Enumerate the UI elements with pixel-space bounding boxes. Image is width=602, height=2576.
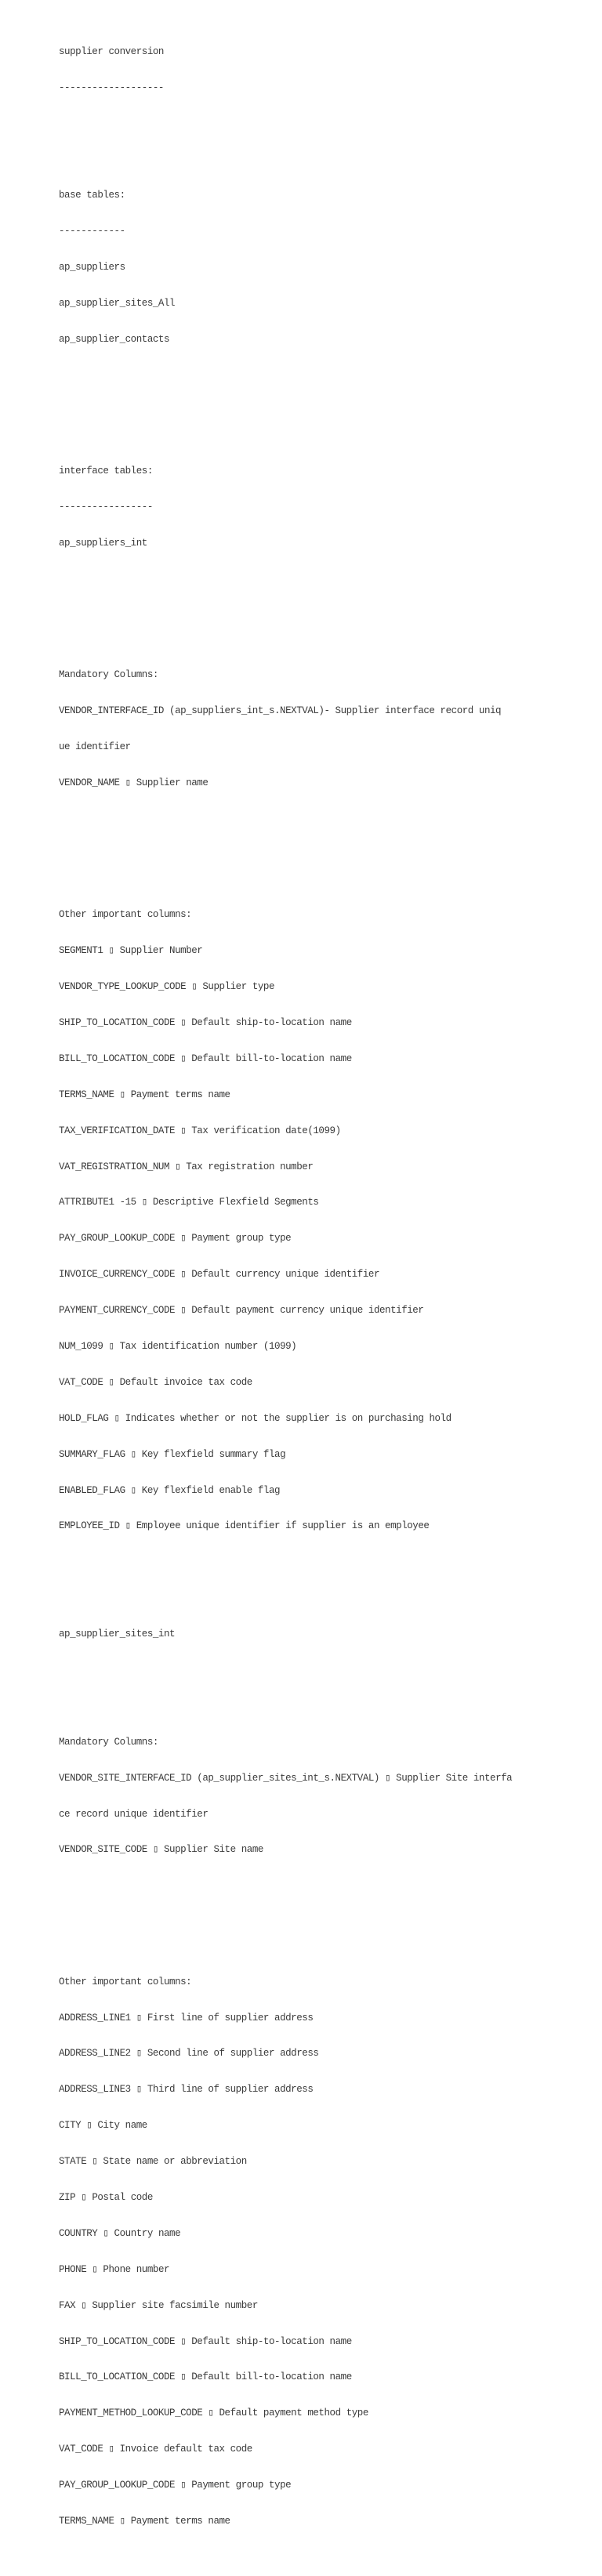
table-name: ap_suppliers [59, 262, 125, 274]
column-line: ce record unique identifier [59, 1808, 209, 1820]
column-line: ENABLED_FLAG ▯ Key flexfield enable flag [59, 1484, 281, 1496]
column-line: SUMMARY_FLAG ▯ Key flexfield summary flag [59, 1448, 286, 1460]
spacer [59, 837, 592, 849]
table-name: ap_supplier_sites_int [59, 1629, 176, 1640]
document-title: supplier conversion [59, 45, 164, 57]
section-heading: Mandatory Columns: [59, 669, 158, 681]
section-heading: Other important columns: [59, 1976, 192, 1987]
column-line: VENDOR_TYPE_LOOKUP_CODE ▯ Supplier type [59, 981, 275, 993]
suppliers-int-mandatory-section [59, 646, 592, 813]
column-line: FAX ▯ Supplier site facsimile number [59, 2299, 258, 2311]
section-heading: Mandatory Columns: [59, 1736, 158, 1748]
column-line: HOLD_FLAG ▯ Indicates whether or not the supplier is on purchasing hold [59, 1412, 452, 1424]
spacer [59, 1665, 592, 1676]
interface-tables-section [59, 442, 592, 574]
column-line: TAX_VERIFICATION_DATE ▯ Tax verification date(1099) [59, 1125, 341, 1136]
spacer [59, 1904, 592, 1916]
column-line: PAYMENT_METHOD_LOOKUP_CODE ▯ Default payment method type [59, 2408, 368, 2419]
column-line: COUNTRY ▯ Country name [59, 2227, 181, 2239]
column-line: ue identifier [59, 741, 131, 753]
column-line: VENDOR_SITE_CODE ▯ Supplier Site name [59, 1844, 263, 1856]
title-underline: ------------------- [59, 82, 164, 93]
column-line: TERMS_NAME ▯ Payment terms name [59, 1089, 230, 1100]
column-line: BILL_TO_LOCATION_CODE ▯ Default bill-to-location name [59, 1053, 352, 1064]
document-page [59, 10, 592, 2576]
column-line: ADDRESS_LINE3 ▯ Third line of supplier address [59, 2084, 314, 2096]
column-line: TERMS_NAME ▯ Payment terms name [59, 2516, 230, 2527]
column-line: SHIP_TO_LOCATION_CODE ▯ Default ship-to-location name [59, 2335, 352, 2347]
table-name: ap_supplier_contacts [59, 334, 170, 346]
column-line: VENDOR_SITE_INTERFACE_ID (ap_supplier_sites_int_s.NEXTVAL) ▯ Supplier Site interfa [59, 1772, 513, 1784]
column-line: PHONE ▯ Phone number [59, 2263, 170, 2275]
column-line: SHIP_TO_LOCATION_CODE ▯ Default ship-to-location name [59, 1016, 352, 1028]
section-underline: ----------------- [59, 502, 153, 513]
section-heading: interface tables: [59, 466, 153, 477]
column-line: ADDRESS_LINE1 ▯ First line of supplier address [59, 2012, 314, 2023]
column-line: PAY_GROUP_LOOKUP_CODE ▯ Payment group type [59, 1233, 292, 1245]
column-line: VAT_REGISTRATION_NUM ▯ Tax registration number [59, 1161, 314, 1172]
sites-int-mandatory-section [59, 1712, 592, 1880]
column-line: VAT_CODE ▯ Invoice default tax code [59, 2444, 252, 2455]
column-line: PAYMENT_CURRENCY_CODE ▯ Default payment currency unique identifier [59, 1305, 424, 1317]
column-line: BILL_TO_LOCATION_CODE ▯ Default bill-to-location name [59, 2371, 352, 2383]
suppliers-int-other-section [59, 886, 592, 1557]
table-name: ap_supplier_sites_All [59, 298, 176, 310]
column-line: INVOICE_CURRENCY_CODE ▯ Default currency unique identifier [59, 1269, 379, 1281]
section-heading: base tables: [59, 190, 125, 201]
column-line: SEGMENT1 ▯ Supplier Number [59, 945, 203, 957]
column-line: STATE ▯ State name or abbreviation [59, 2156, 247, 2168]
column-line: NUM_1099 ▯ Tax identification number (1099) [59, 1340, 297, 1352]
column-line: PAY_GROUP_LOOKUP_CODE ▯ Payment group type [59, 2480, 292, 2491]
sites-int-other-section [59, 1952, 592, 2552]
column-line: VENDOR_NAME ▯ Supplier name [59, 777, 209, 788]
column-line: ZIP ▯ Postal code [59, 2192, 153, 2204]
section-heading: Other important columns: [59, 909, 192, 921]
column-line: VENDOR_INTERFACE_ID (ap_suppliers_int_s.NEXTVAL)- Supplier interface record uniq [59, 705, 502, 717]
column-line: ATTRIBUTE1 -15 ▯ Descriptive Flexfield Segments [59, 1197, 319, 1208]
spacer [59, 1581, 592, 1592]
spacer [59, 598, 592, 610]
spacer [59, 394, 592, 406]
column-line: ADDRESS_LINE2 ▯ Second line of supplier address [59, 2048, 319, 2060]
column-line: CITY ▯ City name [59, 2120, 147, 2132]
column-line: VAT_CODE ▯ Default invoice tax code [59, 1376, 252, 1388]
table-name: ap_suppliers_int [59, 538, 147, 549]
base-tables-section [59, 166, 592, 370]
section-underline: ------------ [59, 226, 125, 237]
spacer [59, 118, 592, 130]
column-line: EMPLOYEE_ID ▯ Employee unique identifier if supplier is an employee [59, 1520, 430, 1532]
